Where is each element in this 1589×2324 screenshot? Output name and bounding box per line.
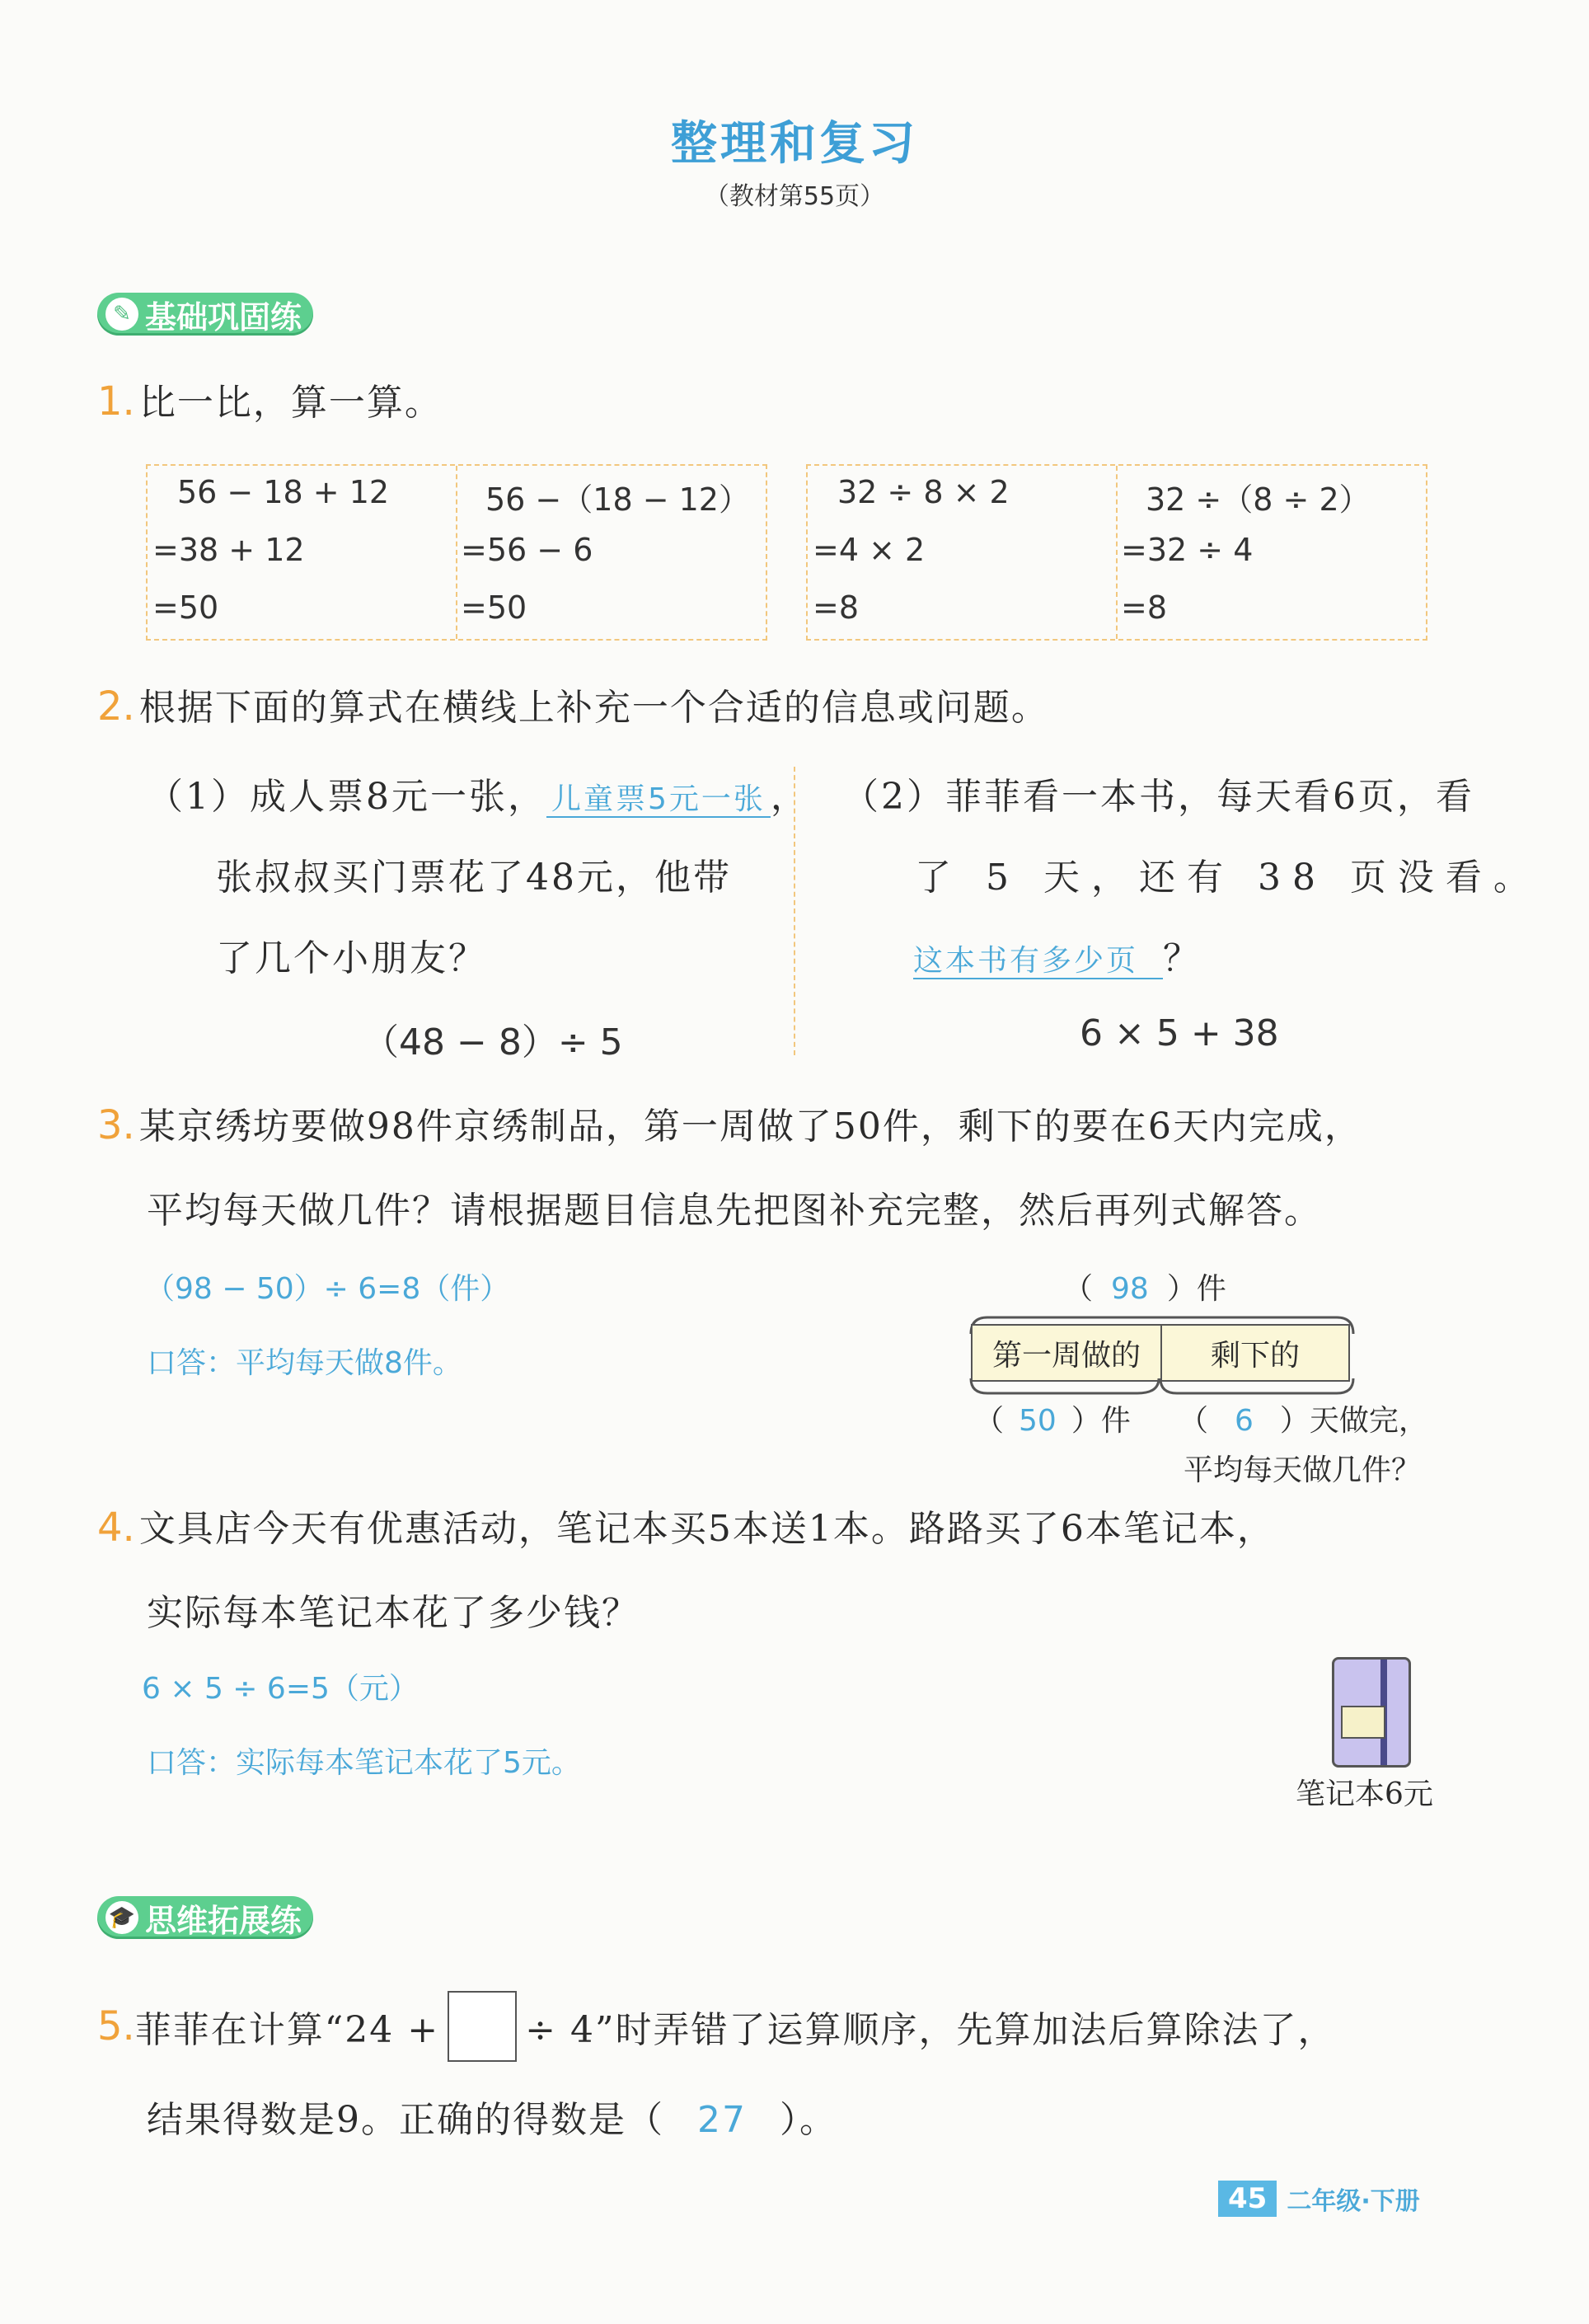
- calc-box-right: [806, 464, 1427, 641]
- q2-p1-line2: 张叔叔买门票花了48元，他带: [216, 857, 732, 899]
- q2-p2-formula: 6 × 5 + 38: [1080, 1012, 1279, 1054]
- q2-p1-line3: 了几个小朋友？: [216, 937, 487, 979]
- grade-label: 二年级·下册: [1287, 2187, 1420, 2216]
- calc-step: =8: [1121, 589, 1168, 626]
- question-1: [97, 373, 443, 425]
- graduation-cap-icon: 🎓: [105, 1901, 138, 1934]
- pencil-icon: ✎: [105, 298, 138, 331]
- calc-step: =38 + 12: [152, 532, 305, 568]
- page-title: 整理和复习: [671, 117, 918, 171]
- section-badge-basic: [97, 293, 313, 336]
- diagram-question: 平均每天做几件？: [1184, 1453, 1422, 1487]
- answer-text: 口答：实际每本笔记本花了5元。: [147, 1746, 581, 1780]
- calc-step: =50: [461, 589, 527, 626]
- question-2: [97, 678, 1049, 730]
- q2-p2-line2: 了 5 天，还有 38 页没看。: [915, 857, 1541, 899]
- calc-expr: 32 ÷ 8 × 2: [837, 474, 1010, 510]
- q2-p2-line1: （2）菲菲看一本书，每天看6页，看: [842, 776, 1474, 818]
- answer-fill: 27: [697, 2099, 747, 2141]
- calc-step: =50: [152, 589, 219, 626]
- question-5: [97, 1991, 1335, 2062]
- diagram-seg-first-week: 第一周做的: [971, 1324, 1162, 1382]
- question-text: 菲菲在计算“24 +: [134, 2009, 440, 2051]
- question-text: 根据下面的算式在横线上补充一个合适的信息或问题。: [138, 687, 1049, 729]
- question-text-cont: ÷ 4”时弄错了运算顺序，先算加法后算除法了，: [525, 2009, 1336, 2051]
- calc-expr: 32 ÷（8 ÷ 2）: [1146, 481, 1371, 518]
- answer-text: 口答：平均每天做8件。: [147, 1346, 462, 1380]
- answer-formula: 6 × 5 ÷ 6=5（元）: [142, 1672, 419, 1706]
- section-label: 基础巩固练: [145, 298, 302, 336]
- notebook-icon: [1332, 1657, 1411, 1768]
- page-subtitle: （教材第55页）: [704, 182, 885, 211]
- diagram-remaining-label: （ 6 ）天做完，: [1179, 1404, 1428, 1438]
- calc-step: =32 ÷ 4: [1121, 532, 1254, 568]
- answer-fill: 儿童票5元一张: [546, 782, 771, 818]
- question-number: 5.: [97, 2003, 135, 2049]
- diagram-total-label: （ 98 ）件: [1063, 1272, 1226, 1306]
- notebook-price-label: 笔记本6元: [1296, 1777, 1433, 1811]
- diagram-first-week-label: （ 50 ）件: [974, 1404, 1131, 1438]
- q5-line2: 结果得数是9。正确的得数是（ 27 ）。: [147, 2099, 837, 2141]
- question-text: 某京绣坊要做98件京绣制品，第一周做了50件，剩下的要在6天内完成，: [138, 1106, 1362, 1148]
- answer-fill: 这本书有多少页: [913, 944, 1163, 979]
- q2-p1-formula: （48 − 8）÷ 5: [363, 1021, 623, 1063]
- calc-expr: 56 − 18 + 12: [177, 474, 390, 510]
- question-number: 4.: [97, 1505, 135, 1551]
- q2-p2-line3: 这本书有多少页 ？: [913, 937, 1202, 979]
- question-4: [97, 1499, 1275, 1552]
- diagram-seg-remaining: 剩下的: [1160, 1324, 1350, 1382]
- question-text-cont: 实际每本笔记本花了多少钱？: [147, 1592, 640, 1634]
- question-number: 1.: [97, 378, 135, 425]
- question-number: 3.: [97, 1102, 135, 1148]
- page-number: 45: [1218, 2181, 1277, 2217]
- answer-formula: （98 − 50）÷ 6=8（件）: [145, 1272, 510, 1306]
- calc-box-left: [146, 464, 767, 641]
- calc-step: =8: [813, 589, 860, 626]
- question-text-cont: 平均每天做几件？请根据题目信息先把图补充完整，然后再列式解答。: [147, 1190, 1322, 1232]
- section-badge-extend: [97, 1896, 313, 1939]
- question-text: 比一比，算一算。: [138, 382, 443, 424]
- q2-p1-line1: （1）成人票8元一张， 儿童票5元一张 ，: [147, 776, 809, 818]
- calc-step: =56 − 6: [461, 532, 593, 568]
- section-label: 思维拓展练: [145, 1902, 302, 1939]
- question-number: 2.: [97, 683, 135, 730]
- question-3: [97, 1096, 1362, 1149]
- page-footer: [1218, 2181, 1420, 2217]
- calc-expr: 56 −（18 − 12）: [485, 481, 750, 518]
- blank-box: [448, 1991, 517, 2062]
- calc-step: =4 × 2: [813, 532, 926, 568]
- question-text: 文具店今天有优惠活动，笔记本买5本送1本。路路买了6本笔记本，: [138, 1508, 1275, 1550]
